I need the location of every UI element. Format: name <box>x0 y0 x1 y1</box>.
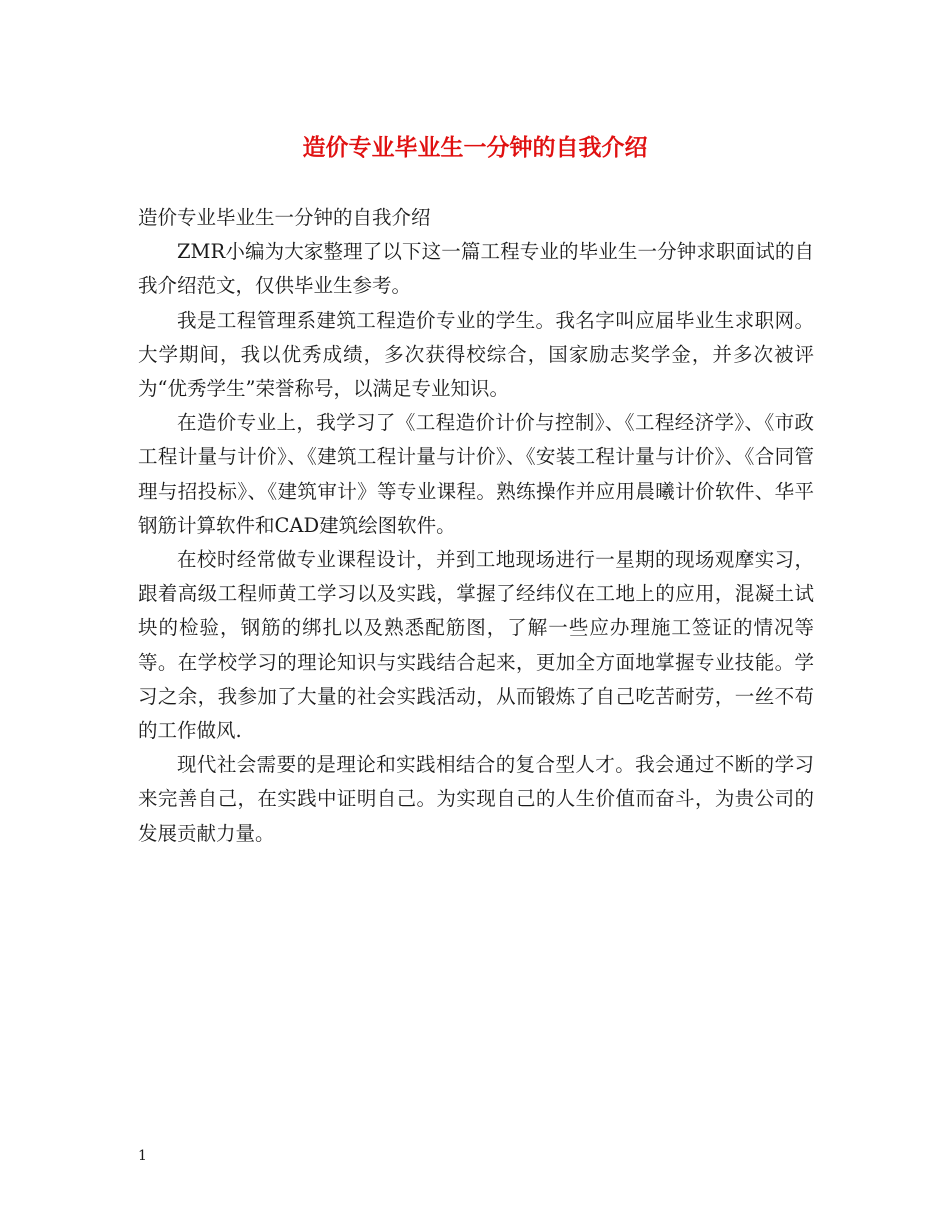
closing-paragraph: 现代社会需要的是理论和实践相结合的复合型人才。我会通过不断的学习来完善自己，在实践中证明自己。为实现自己的人生价值而奋斗，为贵公司的发展贡献力量。 <box>138 753 814 845</box>
document-body <box>138 201 814 851</box>
page-number: 1 <box>138 1148 147 1164</box>
practice-paragraph: 在校时经常做专业课程设计，并到工地现场进行一星期的现场观摩实习，跟着高级工程师黄工学习以及实践，掌握了经纬仪在工地上的应用，混凝土试块的检验，钢筋的绑扎以及熟悉配筋图，了解一些应办理施工签证的情况等等。在学校学习的理论知识与实践结合起来，更加全方面地掌握专业技能。学习之余，我参加了大量的社会实践活动，从而锻炼了自己吃苦耐劳，一丝不苟的工作做风. <box>138 548 814 743</box>
background-paragraph: 我是工程管理系建筑工程造价专业的学生。我名字叫应届毕业生求职网。大学期间，我以优秀成绩，多次获得校综合，国家励志奖学金，并多次被评为“优秀学生”荣誉称号，以满足专业知识。 <box>138 308 814 401</box>
intro-paragraph: ZMR小编为大家整理了以下这一篇工程专业的毕业生一分钟求职面试的自我介绍范文，仅供毕业生参考。 <box>138 240 814 298</box>
courses-paragraph: 在造价专业上，我学习了《工程造价计价与控制》、《工程经济学》、《市政工程计量与计价》、《建筑工程计量与计价》、《安装工程计量与计价》、《合同管理与招投标》、《建筑审计》等专业课程。熟练操作并应用晨曦计价软件、华平钢筋计算软件和CAD建筑绘图软件。 <box>138 411 814 537</box>
subtitle-paragraph: 造价专业毕业生一分钟的自我介绍 <box>138 206 431 229</box>
document-title: 造价专业毕业生一分钟的自我介绍 <box>302 134 648 161</box>
